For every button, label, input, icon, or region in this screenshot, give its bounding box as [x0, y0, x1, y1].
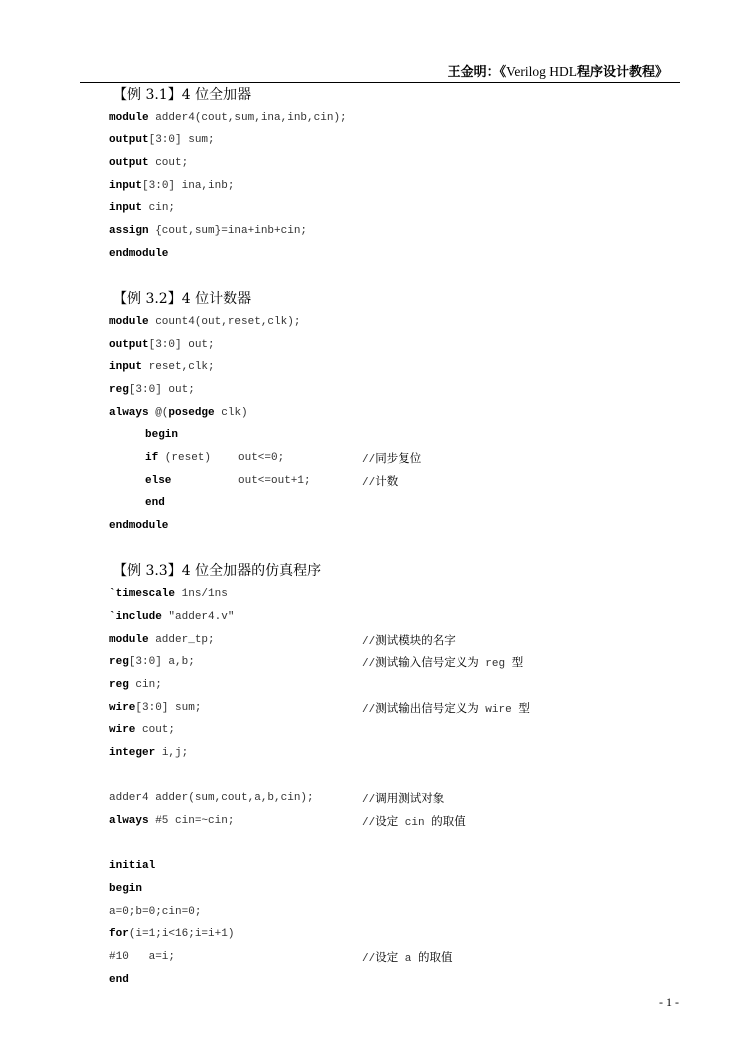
code-comment: //测试模块的名字	[362, 632, 456, 648]
code-line: always #5 cin=~cin; //设定 cin 的取值	[109, 810, 709, 833]
example-3-1-title: 【例 3.1】4 位全加器	[113, 87, 252, 103]
code-line: endmodule	[109, 247, 169, 260]
code-line: assign {cout,sum}=ina+inb+cin;	[109, 225, 308, 238]
code-line: input[3:0] ina,inb;	[109, 179, 235, 192]
code-line: module adder4(cout,sum,ina,inb,cin);	[109, 111, 347, 124]
code-line: always @(posedge clk)	[109, 406, 248, 419]
header-author: 王金明：《	[447, 65, 507, 80]
page-number: - 1 -	[659, 995, 679, 1009]
running-title	[448, 61, 668, 80]
code-comment: //设定 a 的取值	[362, 950, 453, 966]
page-body	[109, 84, 709, 992]
header-book-latin: Verilog HDL	[506, 64, 577, 79]
code-line: integer i,j;	[109, 746, 189, 759]
code-line: input reset,clk;	[109, 361, 215, 374]
code-line: output[3:0] sum;	[109, 134, 215, 147]
code-line: reg cin;	[109, 678, 162, 691]
code-comment: //测试输出信号定义为 wire 型	[362, 700, 530, 716]
code-line: a=0;b=0;cin=0;	[109, 905, 202, 918]
code-comment: //测试输入信号定义为 reg 型	[362, 655, 524, 671]
code-line: if (reset) out<=0; //同步复位	[109, 447, 709, 470]
page-header	[80, 58, 680, 83]
example-3-2-title: 【例 3.2】4 位计数器	[113, 291, 252, 308]
code-line: else out<=out+1; //计数	[109, 470, 709, 493]
header-book-cn: 程序设计教程》	[576, 65, 668, 80]
code-line: reg[3:0] a,b; //测试输入信号定义为 reg 型	[109, 651, 709, 674]
code-line: input cin;	[109, 202, 176, 215]
code-line: wire cout;	[109, 724, 176, 737]
code-line: adder4 adder(sum,cout,a,b,cin); //调用测试对象	[109, 787, 709, 810]
example-3-3-title: 【例 3.3】4 位全加器的仿真程序	[113, 563, 322, 580]
code-line: `include "adder4.v"	[109, 610, 235, 623]
code-comment: //设定 cin 的取值	[362, 814, 466, 829]
code-line: output[3:0] out;	[109, 338, 215, 351]
code-line: module adder_tp; //测试模块的名字	[109, 629, 709, 652]
code-comment: //调用测试对象	[362, 791, 445, 807]
code-line: end	[109, 973, 129, 986]
code-line: begin	[145, 429, 179, 442]
code-line: end	[145, 497, 165, 510]
code-line: output cout;	[109, 157, 189, 170]
code-line: #10 a=i; //设定 a 的取值	[109, 946, 709, 969]
code-line: reg[3:0] out;	[109, 383, 195, 396]
code-line: wire[3:0] sum; //测试输出信号定义为 wire 型	[109, 697, 709, 720]
code-line: endmodule	[109, 520, 169, 533]
code-line: begin	[109, 883, 143, 896]
code-comment: //同步复位	[362, 451, 422, 466]
code-line: module count4(out,reset,clk);	[109, 315, 301, 328]
code-line: for(i=1;i<16;i=i+1)	[109, 928, 235, 941]
code-line: initial	[109, 860, 156, 873]
code-comment: //计数	[362, 473, 399, 489]
code-line: `timescale 1ns/1ns	[109, 588, 228, 601]
